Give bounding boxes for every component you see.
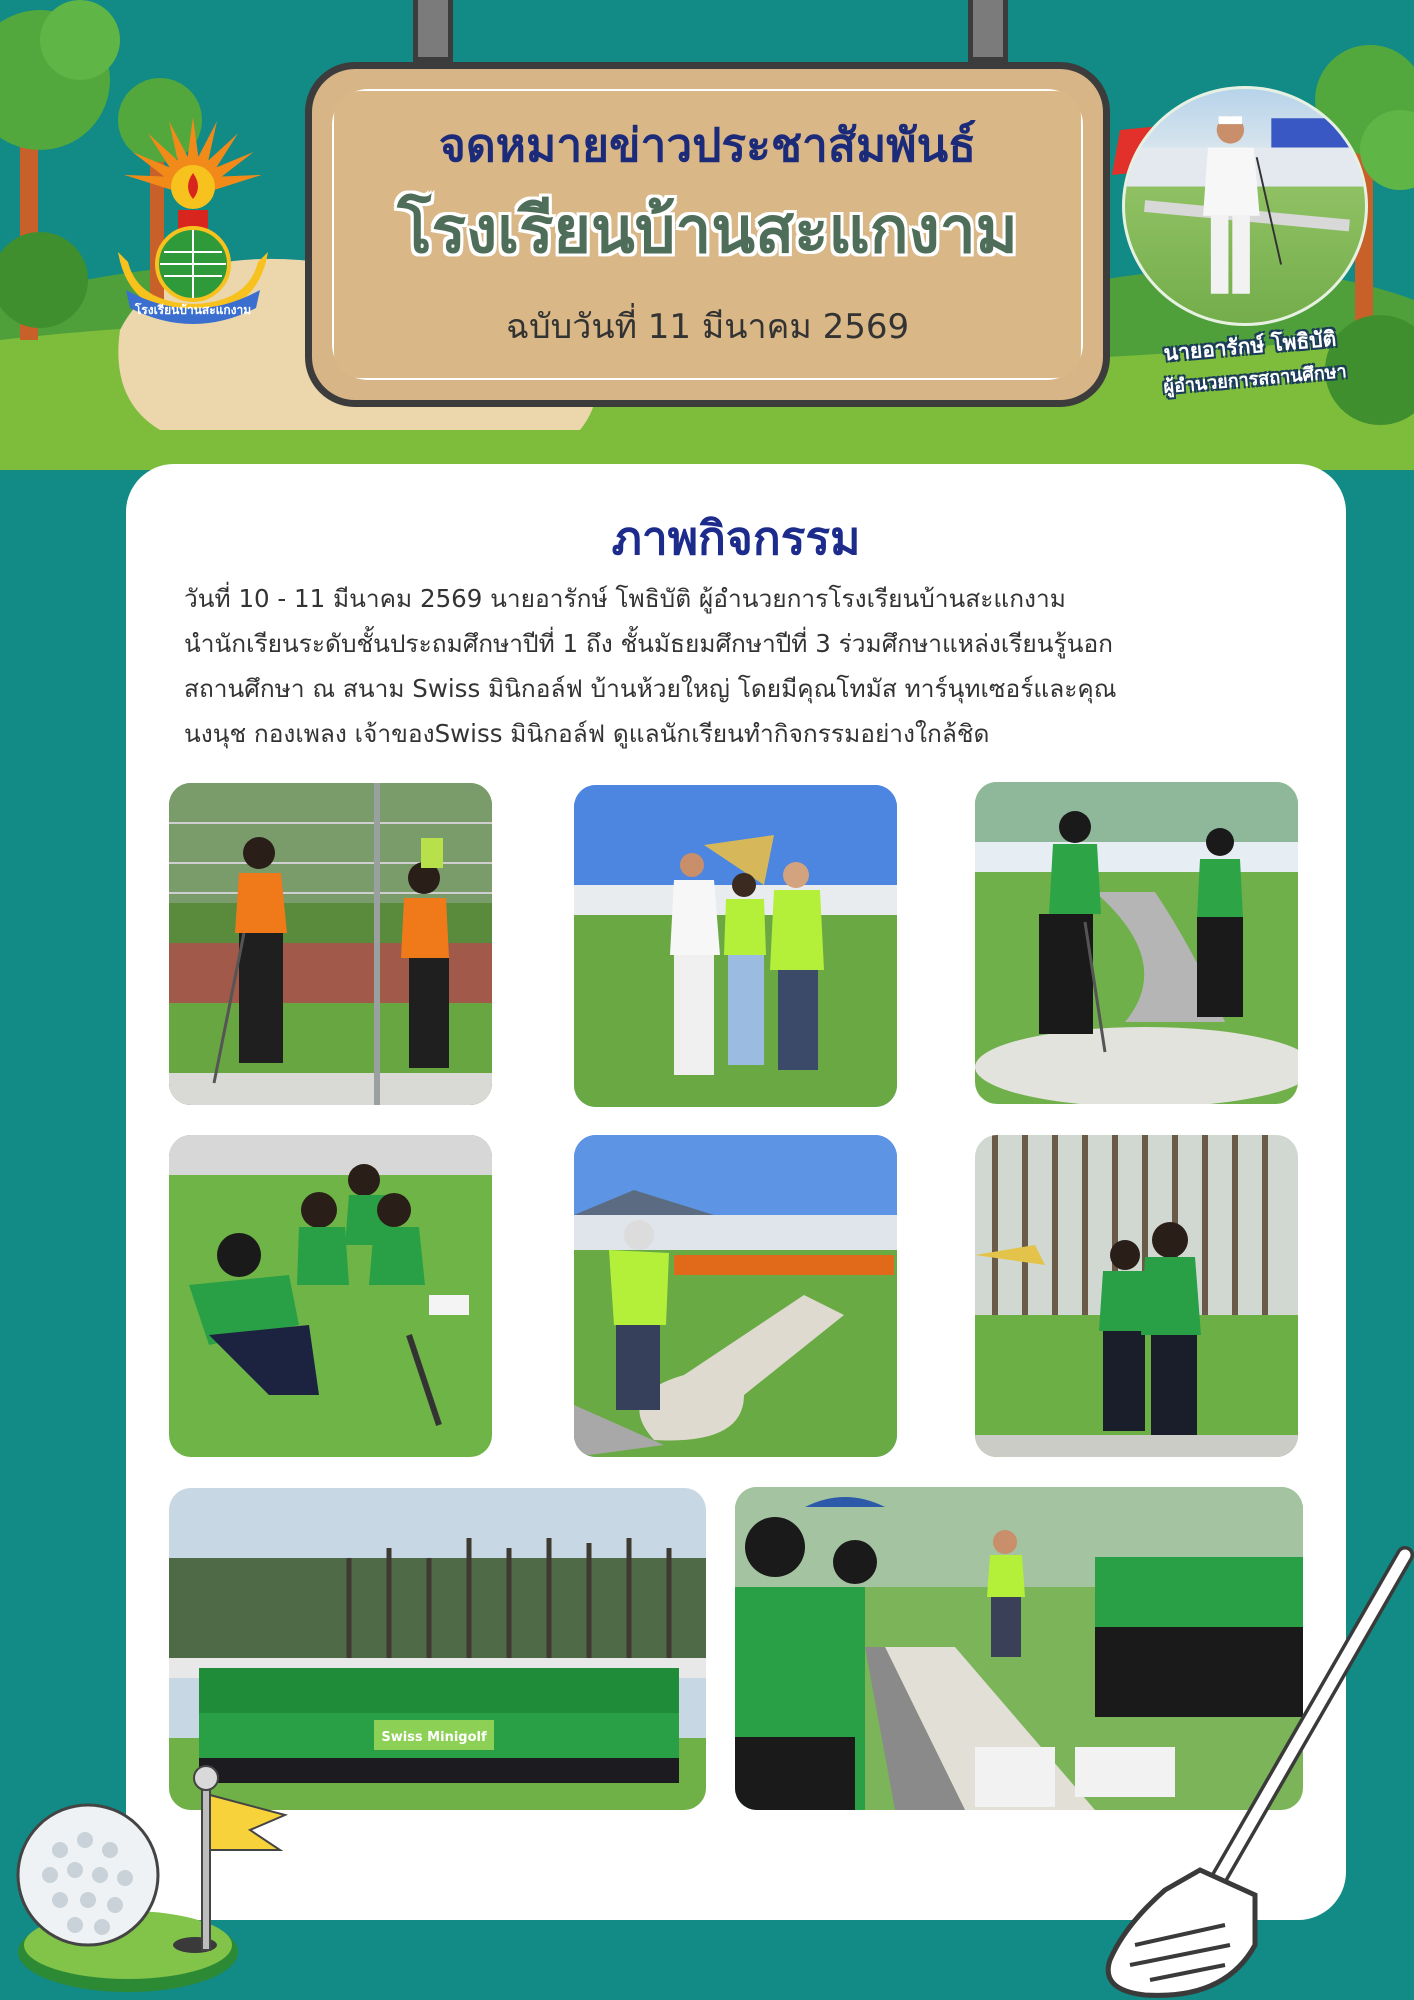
director-name: นายอารักษ์ โพธิบัติ xyxy=(1162,326,1338,366)
golf-ball-flag-decoration xyxy=(0,1740,300,2000)
newsletter-heading: จดหมายข่าวประชาสัมพันธ์ xyxy=(438,118,977,172)
section-body: วันที่ 10 - 11 มีนาคม 2569 นายอารักษ์ โพธิบัติ ผู้อำนวยการโรงเรียนบ้านสะแกงาม นำนักเรียนระดับชั้นประถมศึกษาปีที่ 1 ถึง ชั้นมัธยมศึกษาปีที่ 3 ร่วมศึกษาแหล่งเรียนรู้นอก สถานศึกษา ณ สนาม Swiss มินิกอล์ฟ บ้านห้วยใหญ่ โดยมีคุณโทมัส ทาร์นุทเซอร์และคุณ นงนุช กองเพลง เจ้าของSwiss มินิกอล์ฟ ดูแลนักเรียนทำกิจกรรมอย่างใกล้ชิด xyxy=(184,584,1117,748)
golf-club-decoration xyxy=(1105,1545,1414,2000)
director-photo xyxy=(1122,86,1368,326)
school-logo xyxy=(108,112,278,332)
activity-photo-3 xyxy=(975,782,1298,1104)
section-title: ภาพกิจกรรม xyxy=(611,511,861,565)
group-banner-text: Swiss Minigolf xyxy=(381,1730,487,1745)
logo-text: โรงเรียนบ้านสะแกงาม xyxy=(134,303,252,317)
director-title: ผู้อำนวยการสถานศึกษา xyxy=(1162,361,1348,398)
school-name: โรงเรียนบ้านสะแกงาม xyxy=(397,194,1018,268)
activity-photo-4 xyxy=(169,1135,492,1457)
activity-photo-1 xyxy=(169,783,492,1105)
issue-date: ฉบับวันที่ 11 มีนาคม 2569 xyxy=(505,307,910,347)
newsletter-sign xyxy=(305,62,1110,407)
sign-post-right xyxy=(968,0,1008,62)
activity-photo-5 xyxy=(574,1135,897,1457)
sign-post-left xyxy=(413,0,453,62)
activity-photo-6 xyxy=(975,1135,1298,1457)
activity-photo-2 xyxy=(574,785,897,1107)
